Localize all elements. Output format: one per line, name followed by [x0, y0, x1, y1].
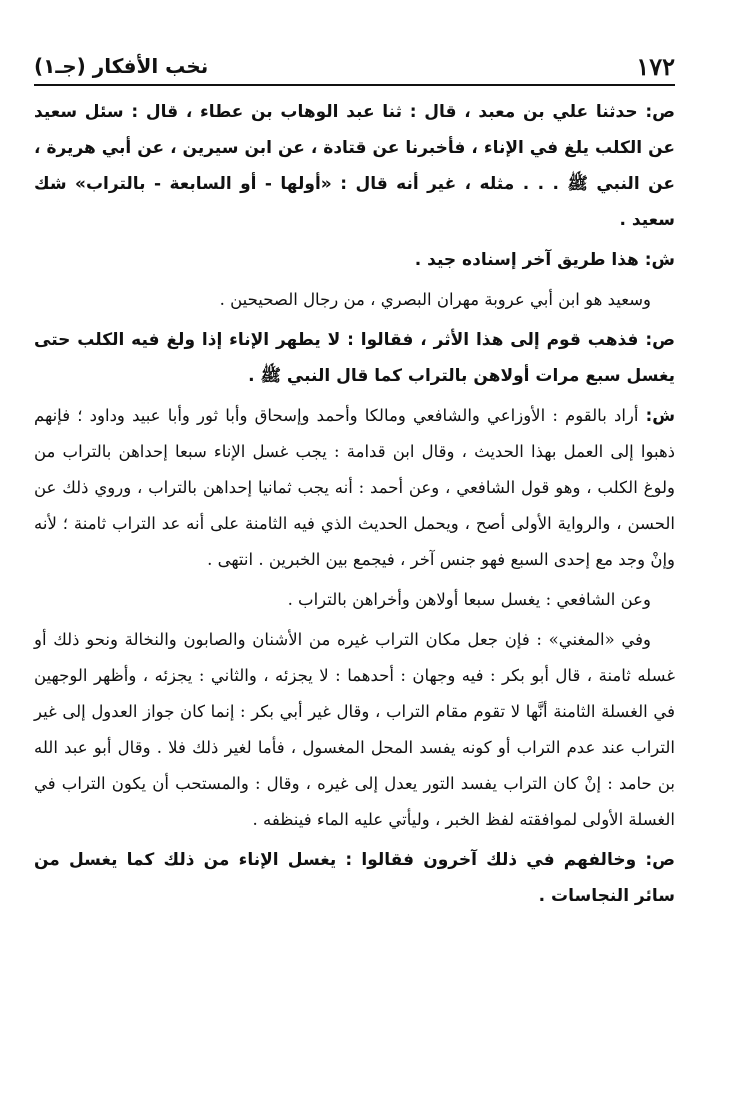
- running-title: نخب الأفكار (جـ١): [34, 54, 209, 78]
- paragraph-text: ش: هذا طريق آخر إسناده جيد .: [414, 250, 675, 270]
- paragraph-text: ص: حدثنا علي بن معبد ، قال : ثنا عبد الوهاب بن عطاء ، قال : سئل سعيد عن الكلب يلغ في الإناء ، فأخبرنا عن قتادة ، عن ابن سيرين ، عن أبي هريرة ، عن النبي ﷺ . . . مثله ، غير أنه قال : «أولها - أو السابعة - بالتراب» شك سعيد .: [34, 102, 675, 230]
- header-divider: [34, 84, 675, 86]
- paragraph-commentary: [34, 398, 675, 578]
- paragraph-commentary-chain: [34, 242, 675, 278]
- page-body: [34, 94, 675, 918]
- paragraph-hadith-chain: [34, 94, 675, 238]
- page-header: [34, 50, 675, 82]
- paragraph-text: وعن الشافعي : يغسل سبعا أولاهن وأخراهن بالتراب .: [287, 590, 651, 609]
- paragraph-narrator-note: [34, 282, 675, 318]
- paragraph-first-opinion: [34, 322, 675, 394]
- paragraph-text: وفي «المغني» : فإن جعل مكان التراب غيره من الأشنان والصابون والنخالة ونحو ذلك أو غسله ثامنة ، قال أبو بكر : فيه وجهان : أحدهما : لا يجزئه ، والثاني : يجزئه ، وأظهر الوجهين في الغسلة الثامنة أنَّها لا تقوم مقام التراب ، وقال غير أبي بكر : إنما كان جواز العدول إلى غير التراب عند عدم التراب أو كونه يفسد المحل المغسول ، فأما لغير ذلك فلا . وقال أبو عبد الله بن حامد : إنْ كان التراب يفسد التور يعدل إلى غيره ، وقال : والمستحب أن يكون التراب في الغسلة الأولى لموافقته لفظ الخبر ، وليأتي عليه الماء فينظفه .: [34, 630, 675, 829]
- page-number: ١٧٢: [636, 51, 675, 81]
- paragraph-shafii-opinion: [34, 582, 675, 618]
- paragraph-text: وسعيد هو ابن أبي عروبة مهران البصري ، من رجال الصحيحين .: [219, 290, 651, 309]
- paragraph-mughni-quote: [34, 622, 675, 838]
- paragraph-text: ص: وخالفهم في ذلك آخرون فقالوا : يغسل الإناء من ذلك كما يغسل من سائر النجاسات .: [34, 850, 675, 906]
- paragraph-text: ص: فذهب قوم إلى هذا الأثر ، فقالوا : لا يطهر الإناء إذا ولغ فيه الكلب حتى يغسل سبع مرات أولاهن بالتراب كما قال النبي ﷺ .: [34, 330, 675, 386]
- paragraph-text: أراد بالقوم : الأوزاعي والشافعي ومالكا وأحمد وإسحاق وأبا ثور وأبا عبيد وداود ؛ فإنهم ذهبوا إلى العمل بهذا الحديث ، وقال ابن قدامة : يجب غسل الإناء سبعا إحداهن بالتراب من ولوغ الكلب ، وهو قول الشافعي ، وعن أحمد : أنه يجب ثمانيا إحداهن بالتراب ، وروي ذلك عن الحسن ، والرواية الأولى أصح ، ويحمل الحديث الذي فيه الثامنة على أنه عد التراب ثامنة ؛ لأنه وإنْ وجد مع إحدى السبع فهو جنس آخر ، فيجمع بين الخبرين . انتهى .: [34, 406, 675, 569]
- paragraph-second-opinion: [34, 842, 675, 914]
- commentary-marker: ش:: [645, 406, 675, 425]
